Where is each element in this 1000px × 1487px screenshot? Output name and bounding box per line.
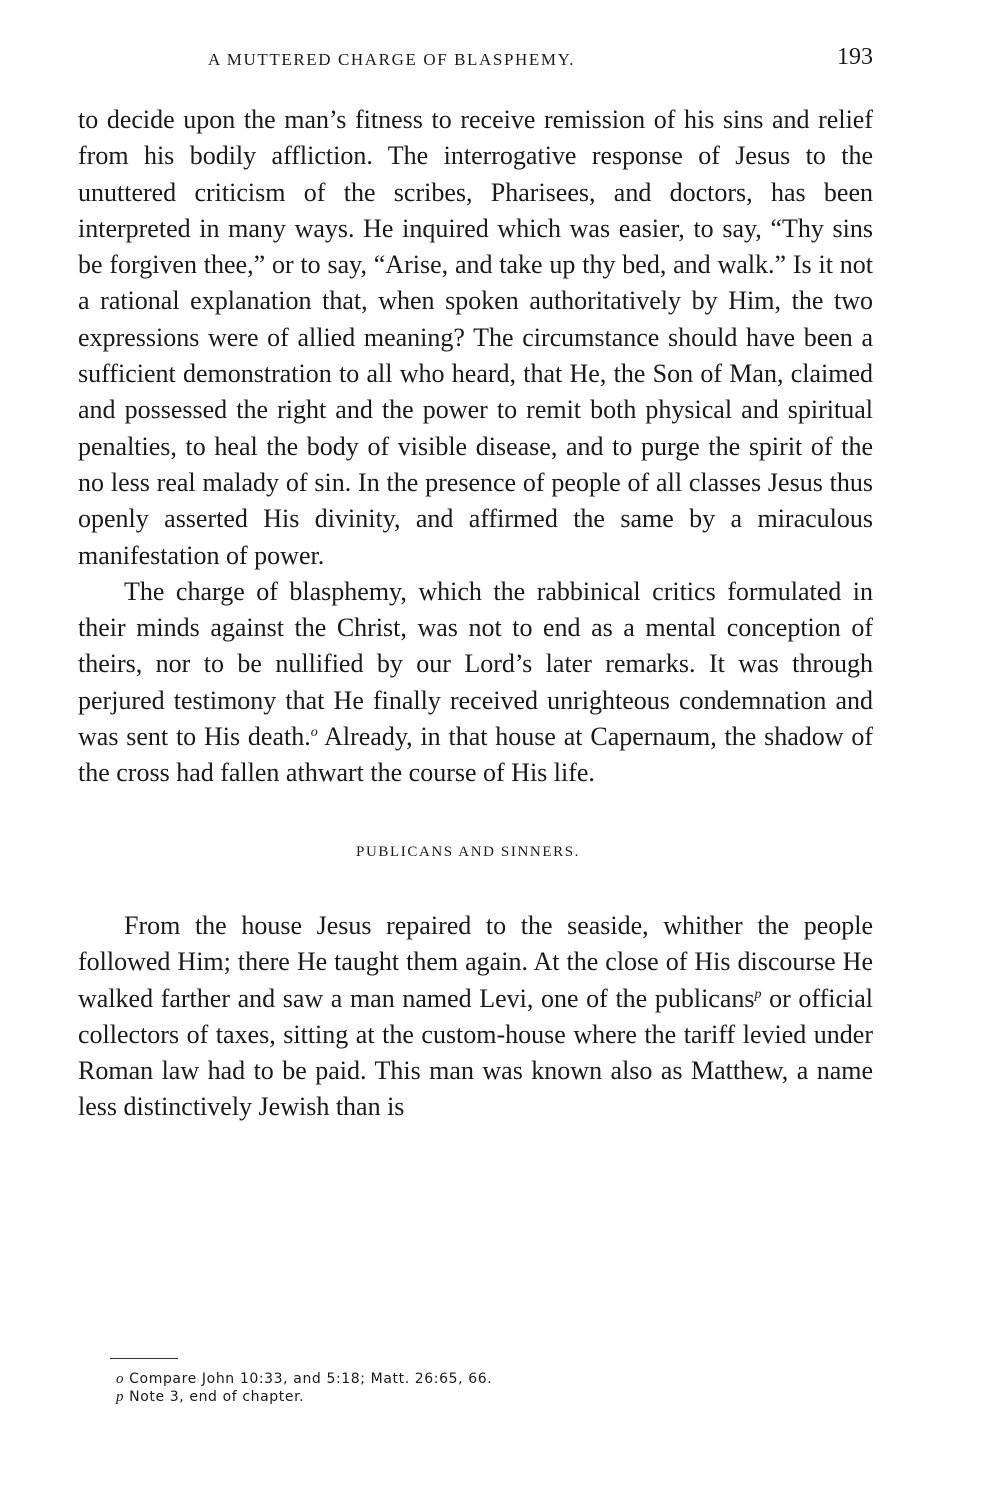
footnote-o (116, 1370, 492, 1388)
footnote-p (116, 1388, 492, 1406)
paragraph-publicans (78, 908, 873, 1126)
footnote-text: Note 3, end of chapter. (129, 1389, 305, 1405)
footnote-text: Compare John 10:33, and 5:18; Matt. 26:65, 66. (129, 1371, 493, 1387)
paragraph-text: Already, in that house at Capernaum, the shadow of the cross had fallen athwart the course of His life. (78, 722, 873, 788)
paragraph-text: or official collectors of taxes, sitting at the custom-house where the tariff levied under Roman law had to be paid. This man was known also as Matthew, a name less distinctively Jewish than is (78, 983, 873, 1122)
paragraph-text: From the house Jesus repaired to the seaside, whither the people followed Him; there He taught them again. At the close of His discourse He walked farther and saw a man named Levi, one of the publicans (78, 910, 873, 1013)
footnote-mark: o (116, 1371, 125, 1387)
footnote-divider (110, 1358, 178, 1359)
body-text (78, 102, 873, 1126)
paragraph-blasphemy-charge (78, 574, 873, 792)
footnotes (116, 1370, 492, 1406)
section-heading: PUBLICANS AND SINNERS. (356, 843, 580, 860)
running-title: A MUTTERED CHARGE OF BLASPHEMY. (208, 50, 576, 69)
paragraph-continued: to decide upon the man’s fitness to receive remission of his sins and relief from his bodily affliction. The interrogative response of Jesus to the unuttered criticism of the scribes, Pharisees, and doctors, has been interpreted in many ways. He inquired which was easier, to say, “Thy sins be forgiven thee,” or to say, “Arise, and take up thy bed, and walk.” Is it not a rational explanation that, when spoken authoritatively by Him, the two expressions were of allied meaning? The circumstance should have been a sufficient demonstration to all who heard, that He, the Son of Man, claimed and possessed the right and the power to remit both physical and spiritual penalties, to heal the body of visible disease, and to purge the spirit of the no less real malady of sin. In the presence of people of all classes Jesus thus openly asserted His divinity, and affirmed the same by a miraculous manifestation of power. (78, 105, 873, 570)
footnote-mark: p (116, 1389, 125, 1405)
running-head (78, 40, 873, 80)
footnote-ref-o: o (310, 725, 318, 741)
book-page (78, 40, 873, 1126)
page-number: 193 (837, 44, 873, 70)
footnote-ref-p: p (754, 986, 762, 1002)
paragraph-text: The charge of blasphemy, which the rabbinical critics formulated in their minds against the Christ, was not to end as a mental conception of theirs, nor to be nullified by our Lord’s later remarks. It was through perjured testimony that He finally received unrighteous condemnation and was sent to His death. (78, 576, 873, 752)
